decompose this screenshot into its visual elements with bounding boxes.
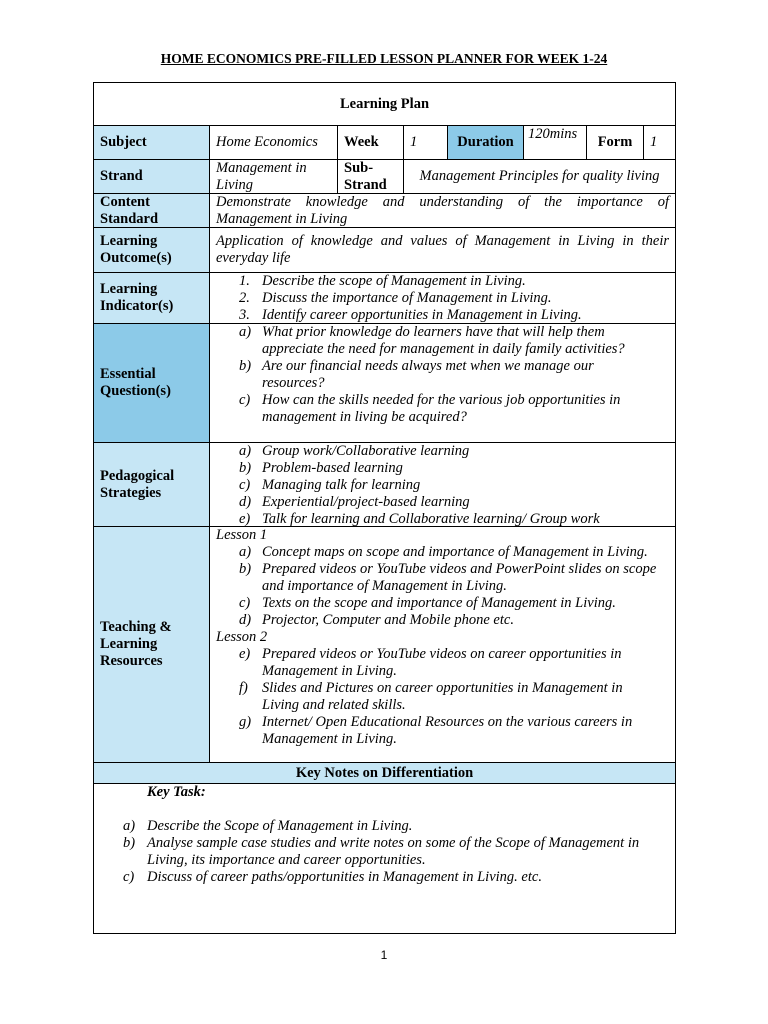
list-item: 1. Describe the scope of Management in Living.	[239, 273, 526, 289]
resources-list	[209, 526, 675, 762]
list-item: 2. Discuss the importance of Management in Living.	[239, 290, 552, 306]
list-item: a) What prior knowledge do learners have that will help them appreciate the need for management in daily family activities?	[239, 324, 625, 357]
substrand-value: Management Principles for quality living	[403, 159, 675, 193]
list-item: c) How can the skills needed for the various job opportunities in management in living be acquired?	[239, 392, 621, 425]
list-item: f) Slides and Pictures on career opportunities in Management in Living and related skills.	[239, 680, 623, 713]
list-item: e) Prepared videos or YouTube videos on career opportunities in Management in Living.	[239, 646, 622, 679]
learning-outcome-label: Learning Outcome(s)	[94, 227, 209, 272]
key-tasks-section	[94, 783, 675, 933]
page-number: 1	[380, 948, 388, 962]
learning-plan-table	[93, 82, 676, 934]
list-item: e) Talk for learning and Collaborative learning/ Group work	[239, 511, 600, 527]
strand-value: Management in Living	[209, 159, 337, 193]
list-item: a) Concept maps on scope and importance of Management in Living.	[239, 544, 648, 560]
learning-indicators-label: Learning Indicator(s)	[94, 272, 209, 323]
strand-label: Strand	[94, 159, 209, 193]
key-task-label: Key Task:	[147, 784, 206, 800]
list-item: b) Are our financial needs always met when we manage our resources?	[239, 358, 594, 391]
list-item: b) Prepared videos or YouTube videos and PowerPoint slides on scope and importance of Management in Living.	[239, 561, 657, 594]
essential-questions-label: Essential Question(s)	[94, 323, 209, 442]
duration-label: Duration	[447, 125, 523, 159]
learning-outcome-value: Application of knowledge and values of Management in Living in their everyday life	[209, 227, 675, 272]
week-label: Week	[337, 125, 403, 159]
resources-label: Teaching & Learning Resources	[94, 526, 209, 762]
list-item: d) Projector, Computer and Mobile phone etc.	[239, 612, 514, 628]
list-item: g) Internet/ Open Educational Resources on the various careers in Management in Living.	[239, 714, 633, 747]
content-standard-label: Content Standard	[94, 193, 209, 227]
list-item: d) Experiential/project-based learning	[239, 494, 470, 510]
duration-value: 120mins	[523, 125, 586, 159]
substrand-label: Sub-Strand	[337, 159, 403, 193]
week-value: 1	[403, 125, 447, 159]
content-standard-value: Demonstrate knowledge and understanding of the importance of Management in Living	[209, 193, 675, 227]
lesson-1-label: Lesson 1	[216, 527, 268, 543]
learning-indicators-list	[209, 272, 675, 323]
pedagogical-strategies-list	[209, 442, 675, 526]
list-item: c) Texts on the scope and importance of Management in Living.	[239, 595, 616, 611]
subject-value: Home Economics	[209, 125, 337, 159]
document-title: HOME ECONOMICS PRE-FILLED LESSON PLANNER FOR WEEK 1-24	[160, 51, 608, 66]
learning-plan-header: Learning Plan	[339, 95, 430, 112]
form-label: Form	[586, 125, 643, 159]
list-item: b) Analyse sample case studies and write notes on some of the Scope of Management in Living, its importance and career opportunities.	[123, 835, 640, 868]
key-notes-header: Key Notes on Differentiation	[94, 762, 675, 783]
list-item: b) Problem-based learning	[239, 460, 403, 476]
list-item: a) Group work/Collaborative learning	[239, 443, 470, 459]
form-value: 1	[643, 125, 675, 159]
lesson-2-label: Lesson 2	[216, 629, 268, 645]
pedagogical-strategies-label: Pedagogical Strategies	[94, 442, 209, 526]
list-item: c) Discuss of career paths/opportunities in Management in Living. etc.	[123, 869, 542, 885]
list-item: c) Managing talk for learning	[239, 477, 421, 493]
list-item: 3. Identify career opportunities in Management in Living.	[239, 307, 582, 323]
subject-label: Subject	[94, 125, 209, 159]
list-item: a) Describe the Scope of Management in Living.	[123, 818, 413, 834]
essential-questions-list	[209, 323, 675, 442]
